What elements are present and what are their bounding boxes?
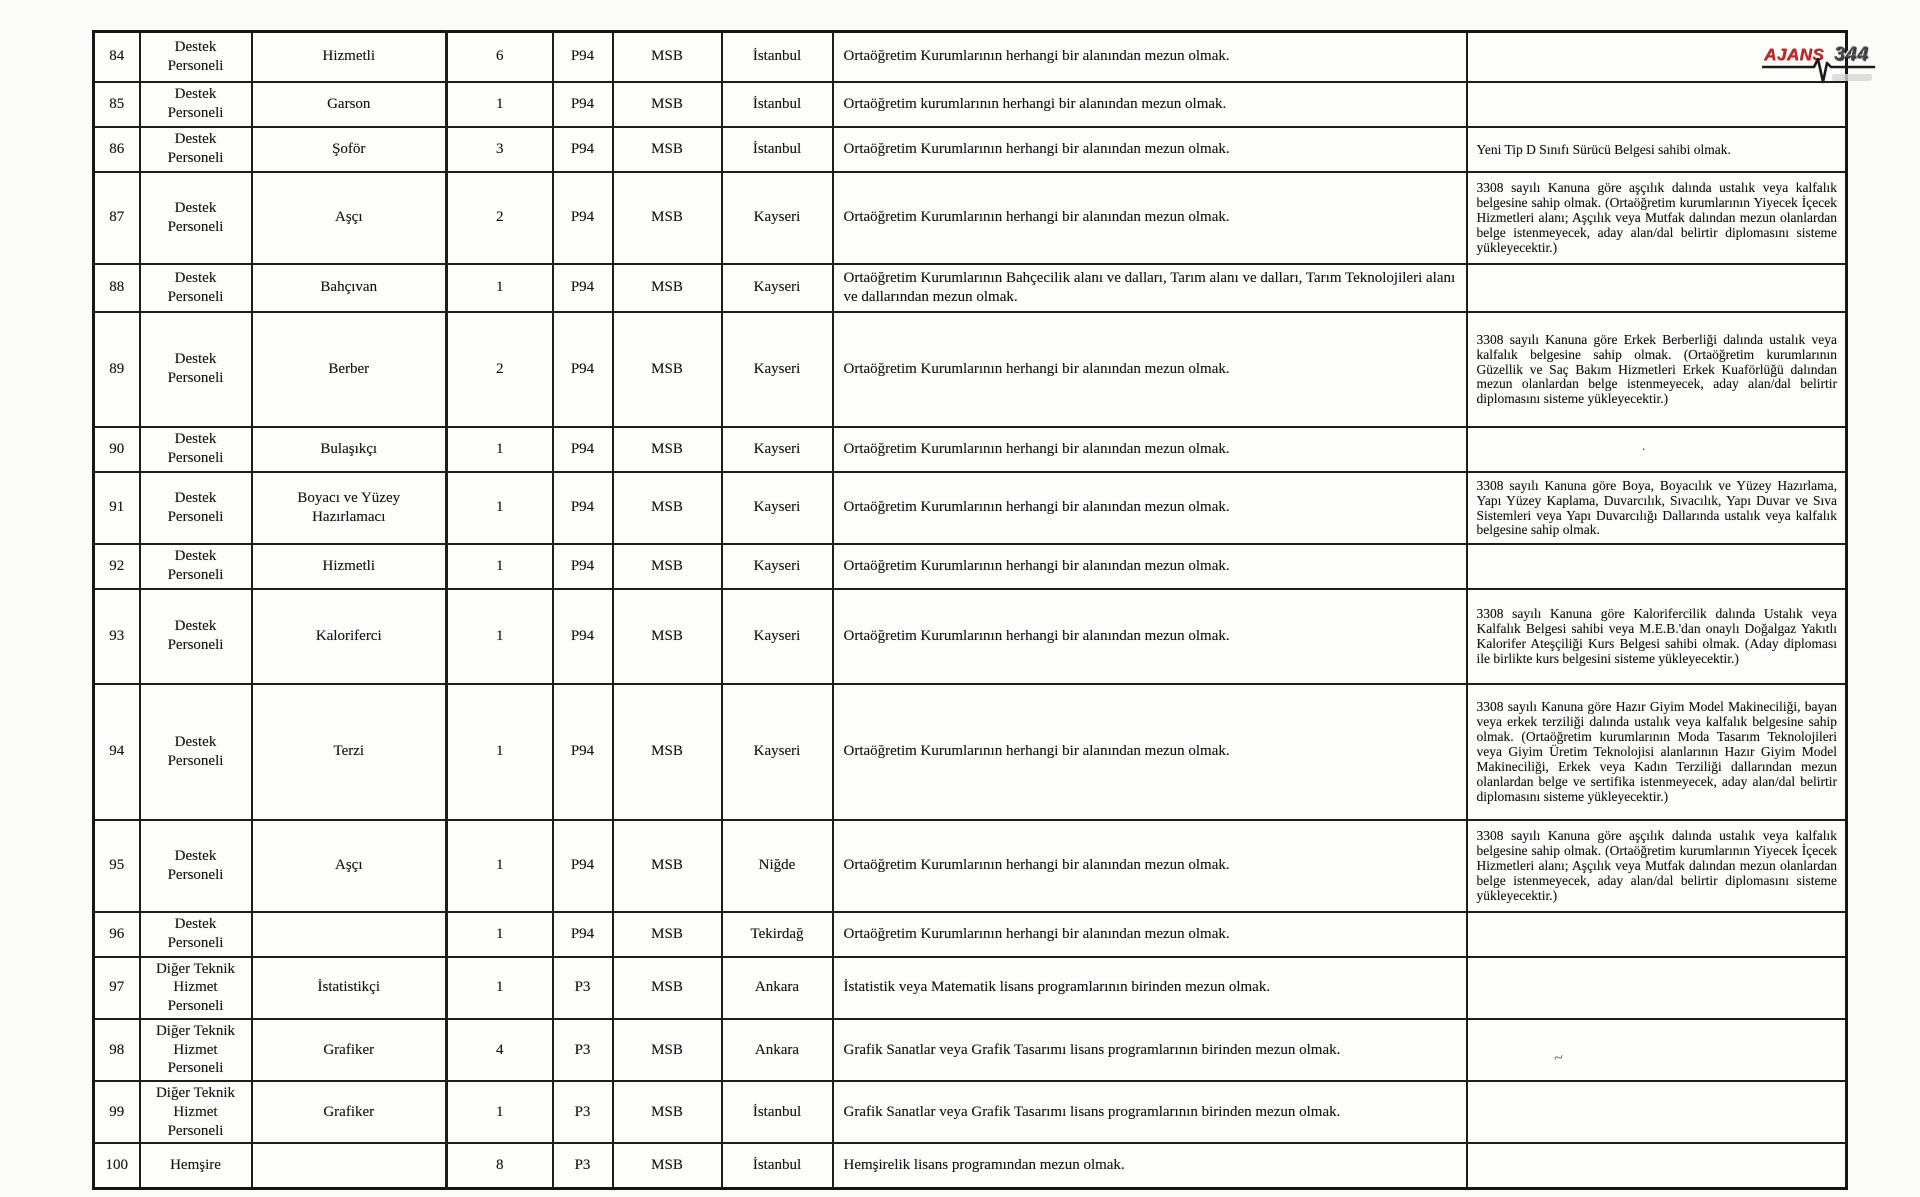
cell-code: P94 bbox=[553, 312, 613, 427]
cell-title: Aşçı bbox=[252, 172, 447, 264]
cell-code: P3 bbox=[553, 1143, 613, 1188]
cell-requirement: Ortaöğretim Kurumlarının herhangi bir alanından mezun olmak. bbox=[833, 820, 1467, 912]
cell-code: P94 bbox=[553, 544, 613, 589]
cell-remark bbox=[1467, 1019, 1847, 1081]
cell-count: 1 bbox=[447, 1081, 553, 1143]
cell-city: Tekirdağ bbox=[722, 912, 833, 957]
cell-no: 98 bbox=[94, 1019, 140, 1081]
cell-org: MSB bbox=[613, 264, 722, 312]
cell-category: Destek Personeli bbox=[140, 912, 252, 957]
cell-no: 90 bbox=[94, 427, 140, 472]
cell-code: P94 bbox=[553, 82, 613, 127]
cell-requirement: Grafik Sanatlar veya Grafik Tasarımı lisans programlarının birinden mezun olmak. bbox=[833, 1019, 1467, 1081]
cell-category: Diğer Teknik Hizmet Personeli bbox=[140, 1081, 252, 1143]
cell-city: Kayseri bbox=[722, 589, 833, 684]
cell-code: P94 bbox=[553, 912, 613, 957]
cell-title: Bulaşıkçı bbox=[252, 427, 447, 472]
cell-category: Destek Personeli bbox=[140, 172, 252, 264]
cell-category: Destek Personeli bbox=[140, 589, 252, 684]
cell-category: Destek Personeli bbox=[140, 427, 252, 472]
heartbeat-pulse-icon bbox=[1762, 58, 1878, 86]
table-row bbox=[94, 82, 1847, 127]
cell-code: P3 bbox=[553, 1019, 613, 1081]
cell-remark: 3308 sayılı Kanuna göre aşçılık dalında ustalık veya kalfalık belgesine sahip olmak. (Ortaöğretim kurumlarının Yiyecek İçecek Hizmetleri alanı; Aşçılık veya Mutfak dalından mezun olanlardan belge istenmeyecek, aday alan/dal belirtir diplomasını sisteme yükleyecektir.) bbox=[1467, 820, 1847, 912]
cell-city: İstanbul bbox=[722, 1143, 833, 1188]
cell-requirement: İstatistik veya Matematik lisans programlarının birinden mezun olmak. bbox=[833, 957, 1467, 1019]
cell-remark bbox=[1467, 544, 1847, 589]
cell-city: Ankara bbox=[722, 957, 833, 1019]
cell-requirement: Ortaöğretim Kurumlarının herhangi bir alanından mezun olmak. bbox=[833, 472, 1467, 544]
cell-no: 96 bbox=[94, 912, 140, 957]
cell-requirement: Ortaöğretim Kurumlarının herhangi bir alanından mezun olmak. bbox=[833, 912, 1467, 957]
table-row bbox=[94, 127, 1847, 172]
cell-org: MSB bbox=[613, 32, 722, 82]
cell-category: Destek Personeli bbox=[140, 264, 252, 312]
cell-category: Diğer Teknik Hizmet Personeli bbox=[140, 1019, 252, 1081]
cell-remark: 3308 sayılı Kanuna göre aşçılık dalında ustalık veya kalfalık belgesine sahip olmak. (Ortaöğretim kurumlarının Yiyecek İçecek Hizmetleri alanı; Aşçılık veya Mutfak dalından mezun olanlardan belge istenmeyecek, aday alan/dal belirtir diplomasını sisteme yükleyecektir.) bbox=[1467, 172, 1847, 264]
cell-city: İstanbul bbox=[722, 32, 833, 82]
cell-org: MSB bbox=[613, 544, 722, 589]
table-row bbox=[94, 427, 1847, 472]
cell-org: MSB bbox=[613, 684, 722, 820]
cell-title: Kaloriferci bbox=[252, 589, 447, 684]
cell-city: Kayseri bbox=[722, 427, 833, 472]
cell-count: 4 bbox=[447, 1019, 553, 1081]
cell-city: İstanbul bbox=[722, 1081, 833, 1143]
cell-org: MSB bbox=[613, 589, 722, 684]
cell-title: Grafiker bbox=[252, 1081, 447, 1143]
cell-category: Destek Personeli bbox=[140, 82, 252, 127]
cell-org: MSB bbox=[613, 820, 722, 912]
cell-code: P94 bbox=[553, 172, 613, 264]
cell-count: 8 bbox=[447, 1143, 553, 1188]
cell-city: Kayseri bbox=[722, 264, 833, 312]
table-row bbox=[94, 1143, 1847, 1188]
cell-no: 100 bbox=[94, 1143, 140, 1188]
cell-no: 89 bbox=[94, 312, 140, 427]
cell-title: İstatistikçi bbox=[252, 957, 447, 1019]
cell-city: Kayseri bbox=[722, 312, 833, 427]
scan-artifact: ~ bbox=[1552, 1047, 1565, 1068]
table-row bbox=[94, 589, 1847, 684]
cell-count: 1 bbox=[447, 472, 553, 544]
table-row bbox=[94, 32, 1847, 82]
cell-title: Grafiker bbox=[252, 1019, 447, 1081]
cell-count: 2 bbox=[447, 172, 553, 264]
cell-org: MSB bbox=[613, 912, 722, 957]
cell-count: 1 bbox=[447, 684, 553, 820]
cell-category: Destek Personeli bbox=[140, 127, 252, 172]
cell-code: P94 bbox=[553, 820, 613, 912]
cell-category: Destek Personeli bbox=[140, 472, 252, 544]
cell-org: MSB bbox=[613, 1019, 722, 1081]
cell-remark bbox=[1467, 912, 1847, 957]
scan-artifact: . bbox=[1642, 438, 1646, 453]
cell-remark bbox=[1467, 264, 1847, 312]
table-row bbox=[94, 1019, 1847, 1081]
cell-title bbox=[252, 1143, 447, 1188]
cell-code: P94 bbox=[553, 32, 613, 82]
cell-title: Berber bbox=[252, 312, 447, 427]
table-row bbox=[94, 912, 1847, 957]
cell-requirement: Ortaöğretim Kurumlarının herhangi bir alanından mezun olmak. bbox=[833, 32, 1467, 82]
cell-category: Destek Personeli bbox=[140, 820, 252, 912]
cell-category: Destek Personeli bbox=[140, 312, 252, 427]
cell-category: Destek Personeli bbox=[140, 544, 252, 589]
cell-code: P3 bbox=[553, 957, 613, 1019]
cell-city: Ankara bbox=[722, 1019, 833, 1081]
cell-remark: 3308 sayılı Kanuna göre Kalorifercilik dalında Ustalık veya Kalfalık Belgesi sahibi veya M.E.B.'dan onaylı Doğalgaz Yakıtlı Kalorifer Ateşçiliği Kurs Belgesi sahibi olmak. (Aday diploması ile birlikte kurs belgesini sisteme yükleyecektir.) bbox=[1467, 589, 1847, 684]
cell-remark bbox=[1467, 82, 1847, 127]
cell-city: Niğde bbox=[722, 820, 833, 912]
cell-remark: 3308 sayılı Kanuna göre Hazır Giyim Model Makineciliği, bayan veya erkek terziliği dalında ustalık veya kalfalık belgesine sahip olmak. (Ortaöğretim kurumlarının Moda Tasarım Teknolojileri veya Giyim Üretim Teknolojisi alanlarının Hazır Giyim Model Makineciliği, Erkek veya Kadın Terziliği dallarından mezun olanlardan belge ve sertifika istenmeyecek, aday alan/dal belirtir diplomasını sisteme yükleyecektir.) bbox=[1467, 684, 1847, 820]
cell-city: İstanbul bbox=[722, 127, 833, 172]
cell-no: 91 bbox=[94, 472, 140, 544]
table-row bbox=[94, 472, 1847, 544]
cell-requirement: Ortaöğretim Kurumlarının herhangi bir alanından mezun olmak. bbox=[833, 172, 1467, 264]
cell-count: 1 bbox=[447, 427, 553, 472]
cell-requirement: Ortaöğretim Kurumlarının herhangi bir alanından mezun olmak. bbox=[833, 427, 1467, 472]
cell-category: Destek Personeli bbox=[140, 32, 252, 82]
cell-count: 6 bbox=[447, 32, 553, 82]
cell-code: P94 bbox=[553, 264, 613, 312]
cell-org: MSB bbox=[613, 172, 722, 264]
cell-title: Garson bbox=[252, 82, 447, 127]
cell-remark bbox=[1467, 427, 1847, 472]
cell-count: 1 bbox=[447, 957, 553, 1019]
cell-remark bbox=[1467, 957, 1847, 1019]
cell-count: 1 bbox=[447, 544, 553, 589]
cell-remark bbox=[1467, 1081, 1847, 1143]
cell-count: 1 bbox=[447, 589, 553, 684]
table-row bbox=[94, 957, 1847, 1019]
cell-city: Kayseri bbox=[722, 544, 833, 589]
cell-org: MSB bbox=[613, 82, 722, 127]
cell-city: Kayseri bbox=[722, 172, 833, 264]
cell-remark: Yeni Tip D Sınıfı Sürücü Belgesi sahibi olmak. bbox=[1467, 127, 1847, 172]
cell-count: 1 bbox=[447, 82, 553, 127]
table-row bbox=[94, 264, 1847, 312]
cell-requirement: Ortaöğretim Kurumlarının herhangi bir alanından mezun olmak. bbox=[833, 127, 1467, 172]
cell-no: 86 bbox=[94, 127, 140, 172]
job-postings-table bbox=[92, 30, 1848, 1190]
cell-no: 85 bbox=[94, 82, 140, 127]
table-row bbox=[94, 172, 1847, 264]
cell-code: P3 bbox=[553, 1081, 613, 1143]
cell-remark: 3308 sayılı Kanuna göre Boya, Boyacılık ve Yüzey Hazırlama, Yapı Yüzey Kaplama, Duvarcılık, Sıvacılık, Yapı Duvar ve Sıva Sistemleri veya Yapı Duvarcılığı Dallarında ustalık veya kalfalık belgesine sahip olmak. bbox=[1467, 472, 1847, 544]
cell-city: İstanbul bbox=[722, 82, 833, 127]
cell-no: 84 bbox=[94, 32, 140, 82]
cell-title: Hizmetli bbox=[252, 32, 447, 82]
cell-category: Destek Personeli bbox=[140, 684, 252, 820]
cell-category: Diğer Teknik Hizmet Personeli bbox=[140, 957, 252, 1019]
cell-title: Hizmetli bbox=[252, 544, 447, 589]
cell-requirement: Ortaöğretim Kurumlarının herhangi bir alanından mezun olmak. bbox=[833, 589, 1467, 684]
cell-no: 92 bbox=[94, 544, 140, 589]
cell-no: 87 bbox=[94, 172, 140, 264]
cell-title: Terzi bbox=[252, 684, 447, 820]
cell-org: MSB bbox=[613, 1143, 722, 1188]
table-row bbox=[94, 1081, 1847, 1143]
cell-requirement: Ortaöğretim kurumlarının herhangi bir alanından mezun olmak. bbox=[833, 82, 1467, 127]
cell-count: 3 bbox=[447, 127, 553, 172]
cell-org: MSB bbox=[613, 427, 722, 472]
cell-code: P94 bbox=[553, 684, 613, 820]
cell-code: P94 bbox=[553, 472, 613, 544]
cell-title: Bahçıvan bbox=[252, 264, 447, 312]
cell-no: 99 bbox=[94, 1081, 140, 1143]
cell-org: MSB bbox=[613, 957, 722, 1019]
cell-org: MSB bbox=[613, 472, 722, 544]
table-row bbox=[94, 820, 1847, 912]
cell-city: Kayseri bbox=[722, 684, 833, 820]
cell-title: Boyacı ve Yüzey Hazırlamacı bbox=[252, 472, 447, 544]
cell-requirement: Ortaöğretim Kurumlarının Bahçecilik alanı ve dalları, Tarım alanı ve dalları, Tarım Teknolojileri alanı ve dallarından mezun olmak. bbox=[833, 264, 1467, 312]
cell-title: Şoför bbox=[252, 127, 447, 172]
cell-remark: 3308 sayılı Kanuna göre Erkek Berberliği dalında ustalık veya kalfalık belgesine sahip olmak. (Ortaöğretim kurumlarının Güzellik ve Saç Bakım Hizmetleri Erkek Kuaförlüğü dalından mezun olanlardan belge istenmeyecek, aday alan/dal belirtir diplomasını sisteme yükleyecektir.) bbox=[1467, 312, 1847, 427]
cell-requirement: Ortaöğretim Kurumlarının herhangi bir alanından mezun olmak. bbox=[833, 544, 1467, 589]
cell-requirement: Grafik Sanatlar veya Grafik Tasarımı lisans programlarının birinden mezun olmak. bbox=[833, 1081, 1467, 1143]
cell-count: 1 bbox=[447, 264, 553, 312]
cell-no: 93 bbox=[94, 589, 140, 684]
cell-no: 95 bbox=[94, 820, 140, 912]
cell-no: 94 bbox=[94, 684, 140, 820]
table-row bbox=[94, 684, 1847, 820]
cell-title bbox=[252, 912, 447, 957]
cell-count: 1 bbox=[447, 912, 553, 957]
cell-title: Aşçı bbox=[252, 820, 447, 912]
cell-code: P94 bbox=[553, 127, 613, 172]
logo-number-text: 344 bbox=[1834, 44, 1869, 65]
cell-org: MSB bbox=[613, 1081, 722, 1143]
cell-city: Kayseri bbox=[722, 472, 833, 544]
cell-count: 1 bbox=[447, 820, 553, 912]
cell-requirement: Ortaöğretim Kurumlarının herhangi bir alanından mezun olmak. bbox=[833, 312, 1467, 427]
cell-code: P94 bbox=[553, 427, 613, 472]
cell-category: Hemşire bbox=[140, 1143, 252, 1188]
cell-org: MSB bbox=[613, 312, 722, 427]
cell-no: 97 bbox=[94, 957, 140, 1019]
cell-requirement: Ortaöğretim Kurumlarının herhangi bir alanından mezun olmak. bbox=[833, 684, 1467, 820]
cell-org: MSB bbox=[613, 127, 722, 172]
cell-requirement: Hemşirelik lisans programından mezun olmak. bbox=[833, 1143, 1467, 1188]
ajans344-logo bbox=[1764, 44, 1876, 86]
cell-count: 2 bbox=[447, 312, 553, 427]
logo-ajans-text: AJANS bbox=[1764, 45, 1825, 64]
cell-code: P94 bbox=[553, 589, 613, 684]
table-row bbox=[94, 312, 1847, 427]
cell-no: 88 bbox=[94, 264, 140, 312]
cell-remark bbox=[1467, 1143, 1847, 1188]
table-row bbox=[94, 544, 1847, 589]
logo-subtext-blur bbox=[1832, 74, 1872, 81]
